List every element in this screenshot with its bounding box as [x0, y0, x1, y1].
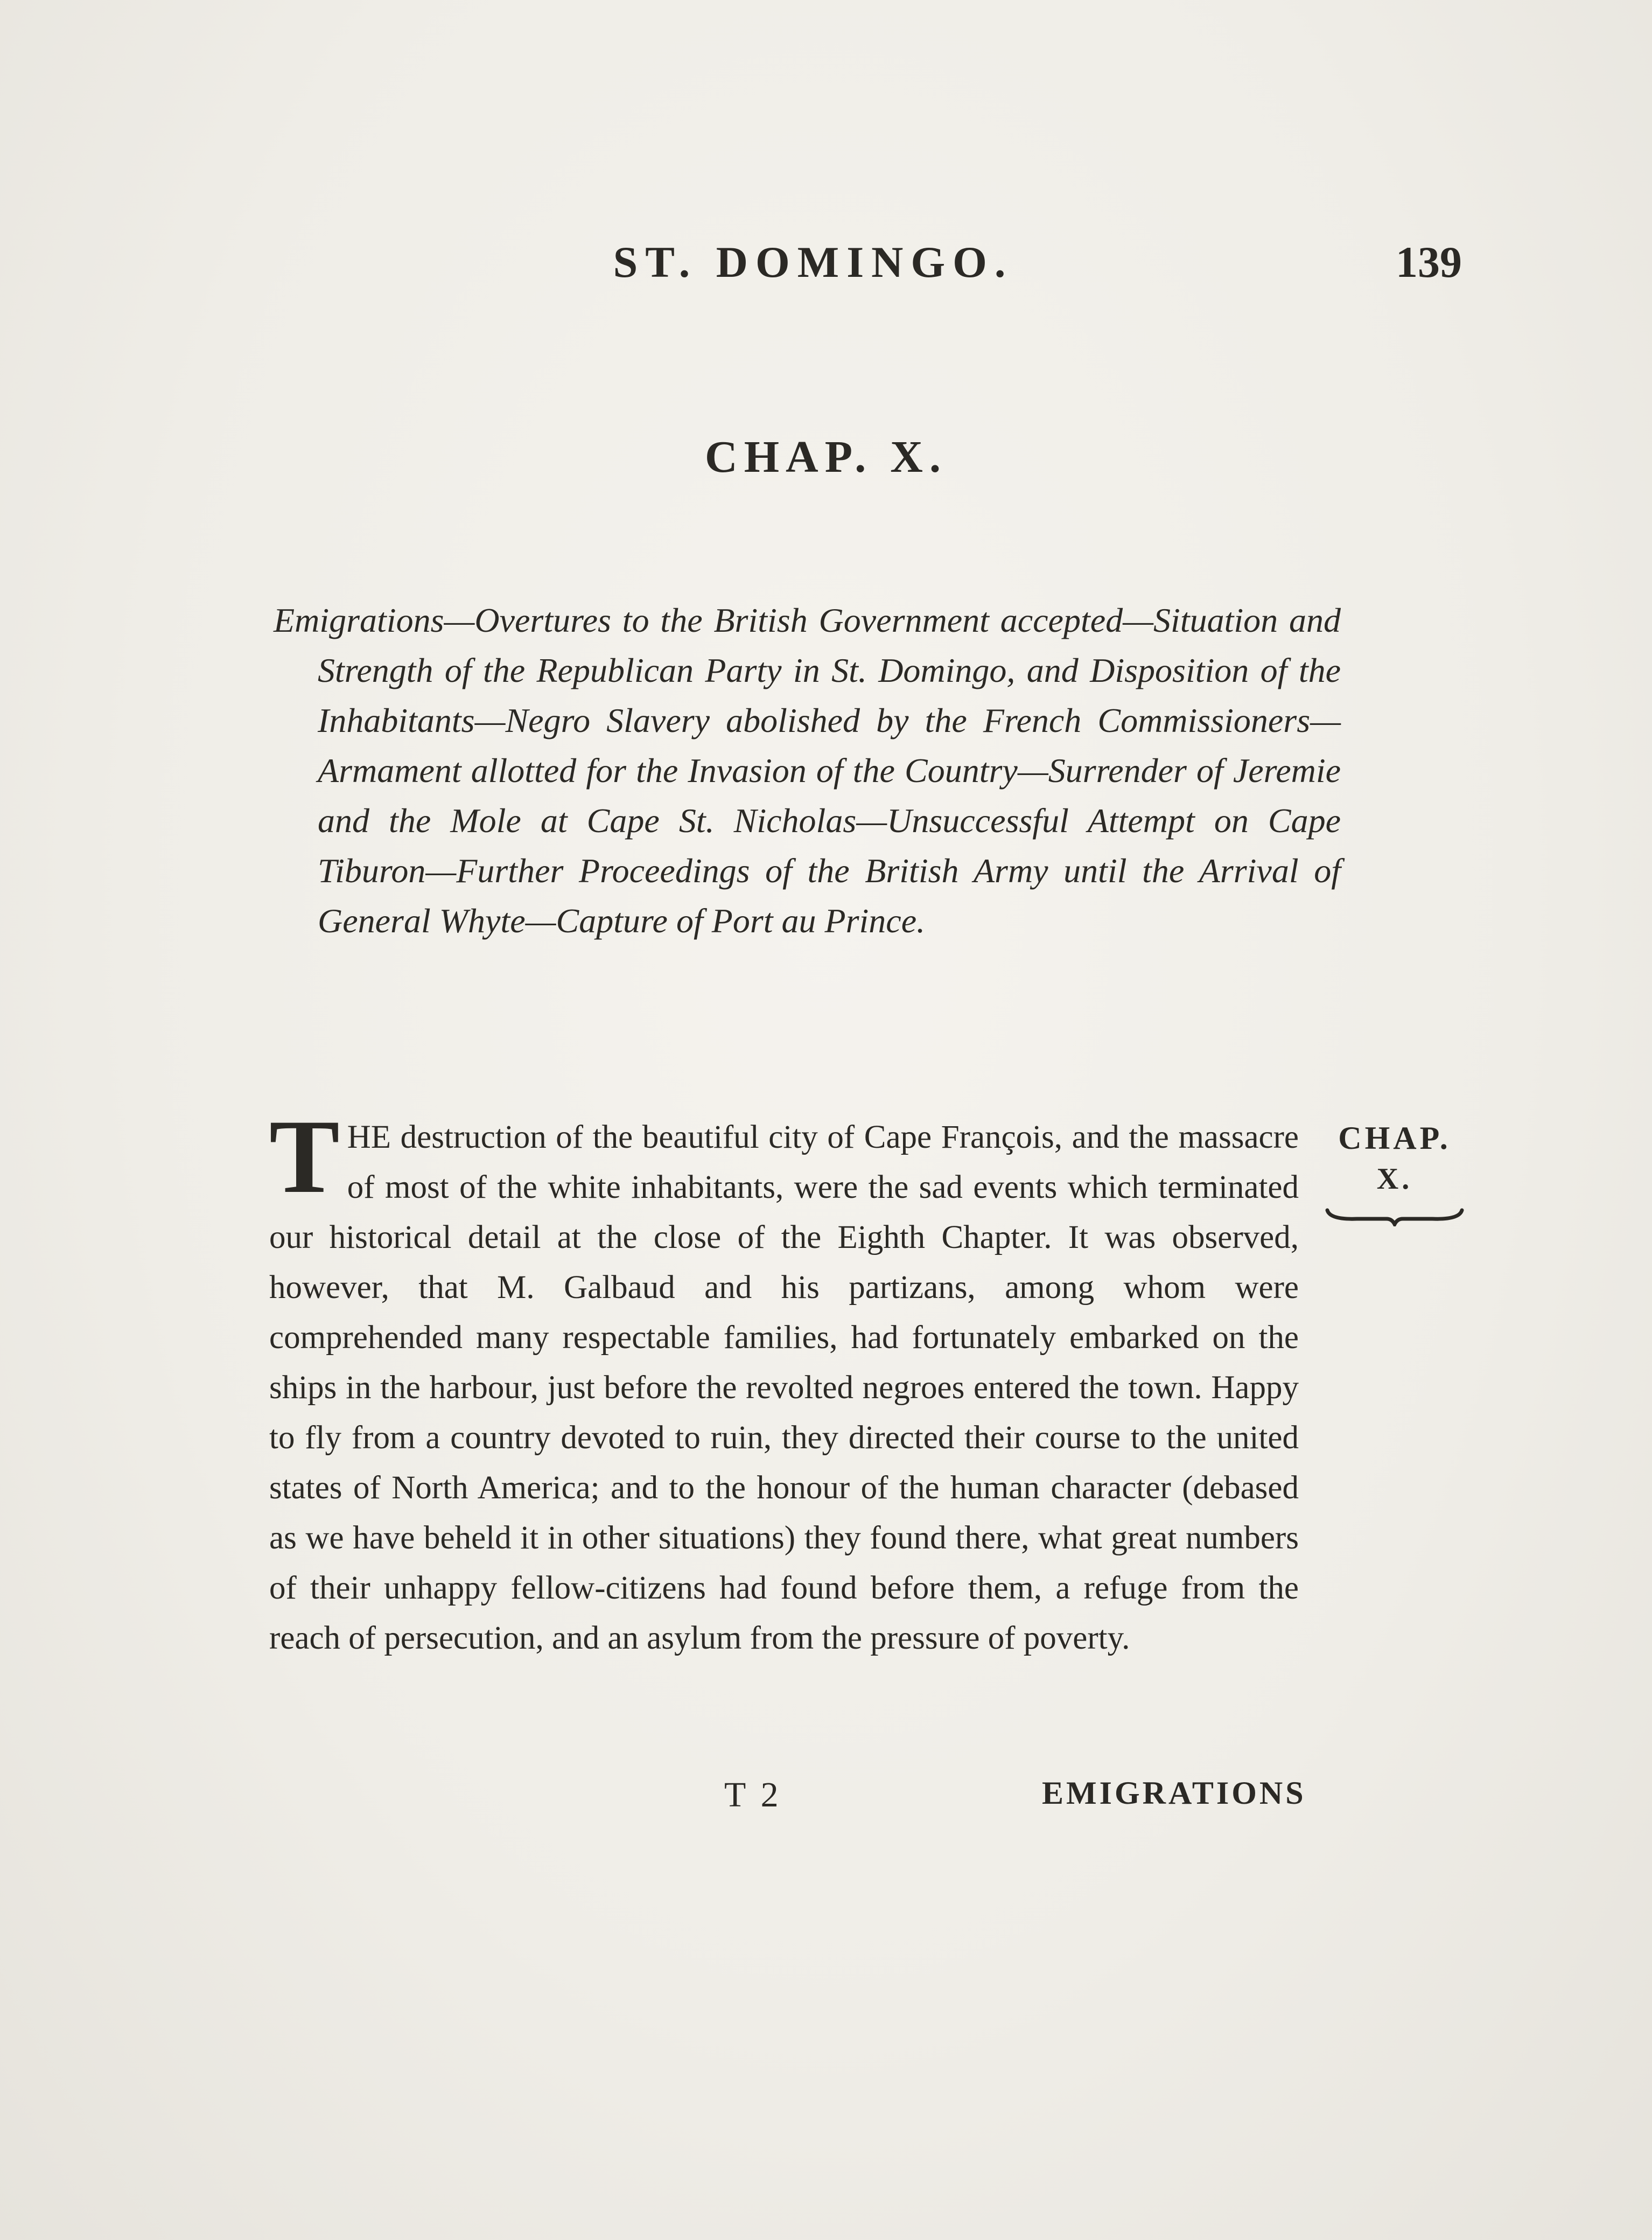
drop-cap: T	[269, 1098, 340, 1215]
catchword: EMIGRATIONS	[1042, 1775, 1306, 1811]
chapter-heading: CHAP. X.	[705, 432, 947, 482]
page-footer	[0, 1775, 1652, 1823]
margin-note	[1314, 1118, 1475, 1226]
page-number: 139	[1396, 238, 1462, 287]
body-paragraph	[269, 1098, 1299, 1663]
running-head	[0, 237, 1652, 296]
body-text: HE destruction of the beautiful city of Cape François, and the massacre of most of the white inhabitants, were the sad events which terminated our historical detail at the close of the Eighth Chapter. It was observed, however, that M. Galbaud and his partizans, among whom were comprehended many respectable families, had fortunately embarked on the ships in the harbour, just before the revolted negroes entered the town. Happy to fly from a country devoted to ruin, they directed their course to the united states of North America; and to the honour of the human character (debased as we have beheld it in other situations) they found there, what great numbers of their unhappy fellow-citizens had found before them, a refuge from the reach of persecution, and an asylum from the pressure of poverty.	[269, 1119, 1299, 1656]
chapter-summary: Emigrations—Overtures to the British Government accepted—Situation and Strength of the Republican Party in St. Domingo, and Disposition of the Inhabitants—Negro Slavery abolished by the French Commissioners—Armament allotted for the Invasion of the Country—Surrender of Jeremie and the Mole at Cape St. Nicholas—Unsuccessful Attempt on Cape Tiburon—Further Proceedings of the British Army until the Arrival of General Whyte—Capture of Port au Prince.	[274, 601, 1341, 940]
running-title: ST. DOMINGO.	[613, 238, 1013, 287]
brace-ornament-icon	[1325, 1205, 1465, 1226]
margin-note-chap: CHAP.	[1338, 1120, 1451, 1156]
signature-mark: T 2	[724, 1775, 782, 1815]
margin-note-number: X.	[1376, 1162, 1413, 1196]
